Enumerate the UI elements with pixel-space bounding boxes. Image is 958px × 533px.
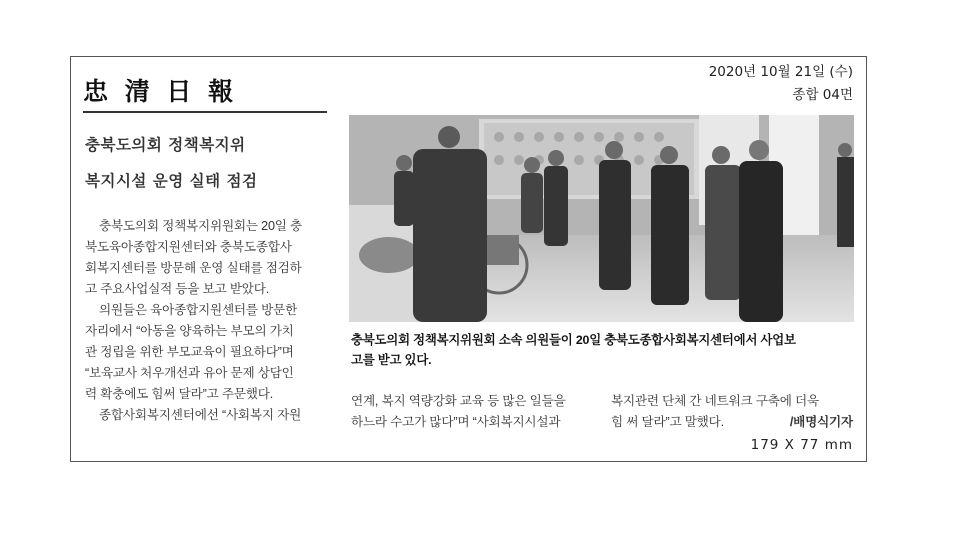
article-line: 종합사회복지센터에선 “사회복지 자원 bbox=[99, 408, 302, 422]
article-line: 관 정립을 위한 부모교육이 필요하다”며 bbox=[85, 345, 294, 359]
photo-caption-line-2: 고를 받고 있다. bbox=[351, 353, 432, 367]
byline: /배명식기자 bbox=[789, 415, 853, 429]
article-line: 고 주요사업실적 등을 보고 받았다. bbox=[85, 282, 270, 296]
newspaper-clipping bbox=[70, 56, 867, 462]
headline-line-1: 충북도의회 정책복지위 bbox=[85, 135, 246, 154]
news-photo bbox=[349, 115, 854, 322]
article-line: “보육교사 처우개선과 유아 문제 상담인 bbox=[85, 366, 294, 380]
photo-illustration bbox=[349, 115, 854, 322]
article-line: 의원들은 육아종합지원센터를 방문한 bbox=[99, 303, 298, 317]
clip-size-note: 179 X 77 mm bbox=[750, 437, 853, 453]
section-page: 종합 04면 bbox=[792, 87, 853, 103]
newspaper-masthead: 忠 清 日 報 bbox=[83, 77, 238, 106]
article-line: 자리에서 “아동을 양육하는 부모의 가치 bbox=[85, 324, 294, 338]
photo-caption-line-1: 충북도의회 정책복지위원회 소속 의원들이 20일 충북도종합사회복지센터에서 사업보 bbox=[351, 333, 796, 347]
article-line: 북도육아종합지원센터와 충북도종합사 bbox=[85, 240, 292, 254]
article-line: 회복지센터를 방문해 운영 실태를 점검하 bbox=[85, 261, 302, 275]
article-line: 연계, 복지 역량강화 교육 등 많은 일들을 bbox=[351, 394, 566, 408]
article-line: 힘 써 달라”고 말했다. bbox=[611, 415, 724, 429]
masthead-rule bbox=[83, 111, 327, 113]
issue-date: 2020년 10월 21일 (수) bbox=[708, 64, 853, 80]
article-line: 충북도의회 정책복지위원회는 20일 충 bbox=[99, 219, 302, 233]
article-line: 복지관련 단체 간 네트워크 구축에 더욱 bbox=[611, 394, 819, 408]
article-line: 력 확충에도 힘써 달라”고 주문했다. bbox=[85, 387, 274, 401]
article-line: 하느라 수고가 많다”며 “사회복지시설과 bbox=[351, 415, 561, 429]
headline-line-2: 복지시설 운영 실태 점검 bbox=[85, 171, 258, 190]
